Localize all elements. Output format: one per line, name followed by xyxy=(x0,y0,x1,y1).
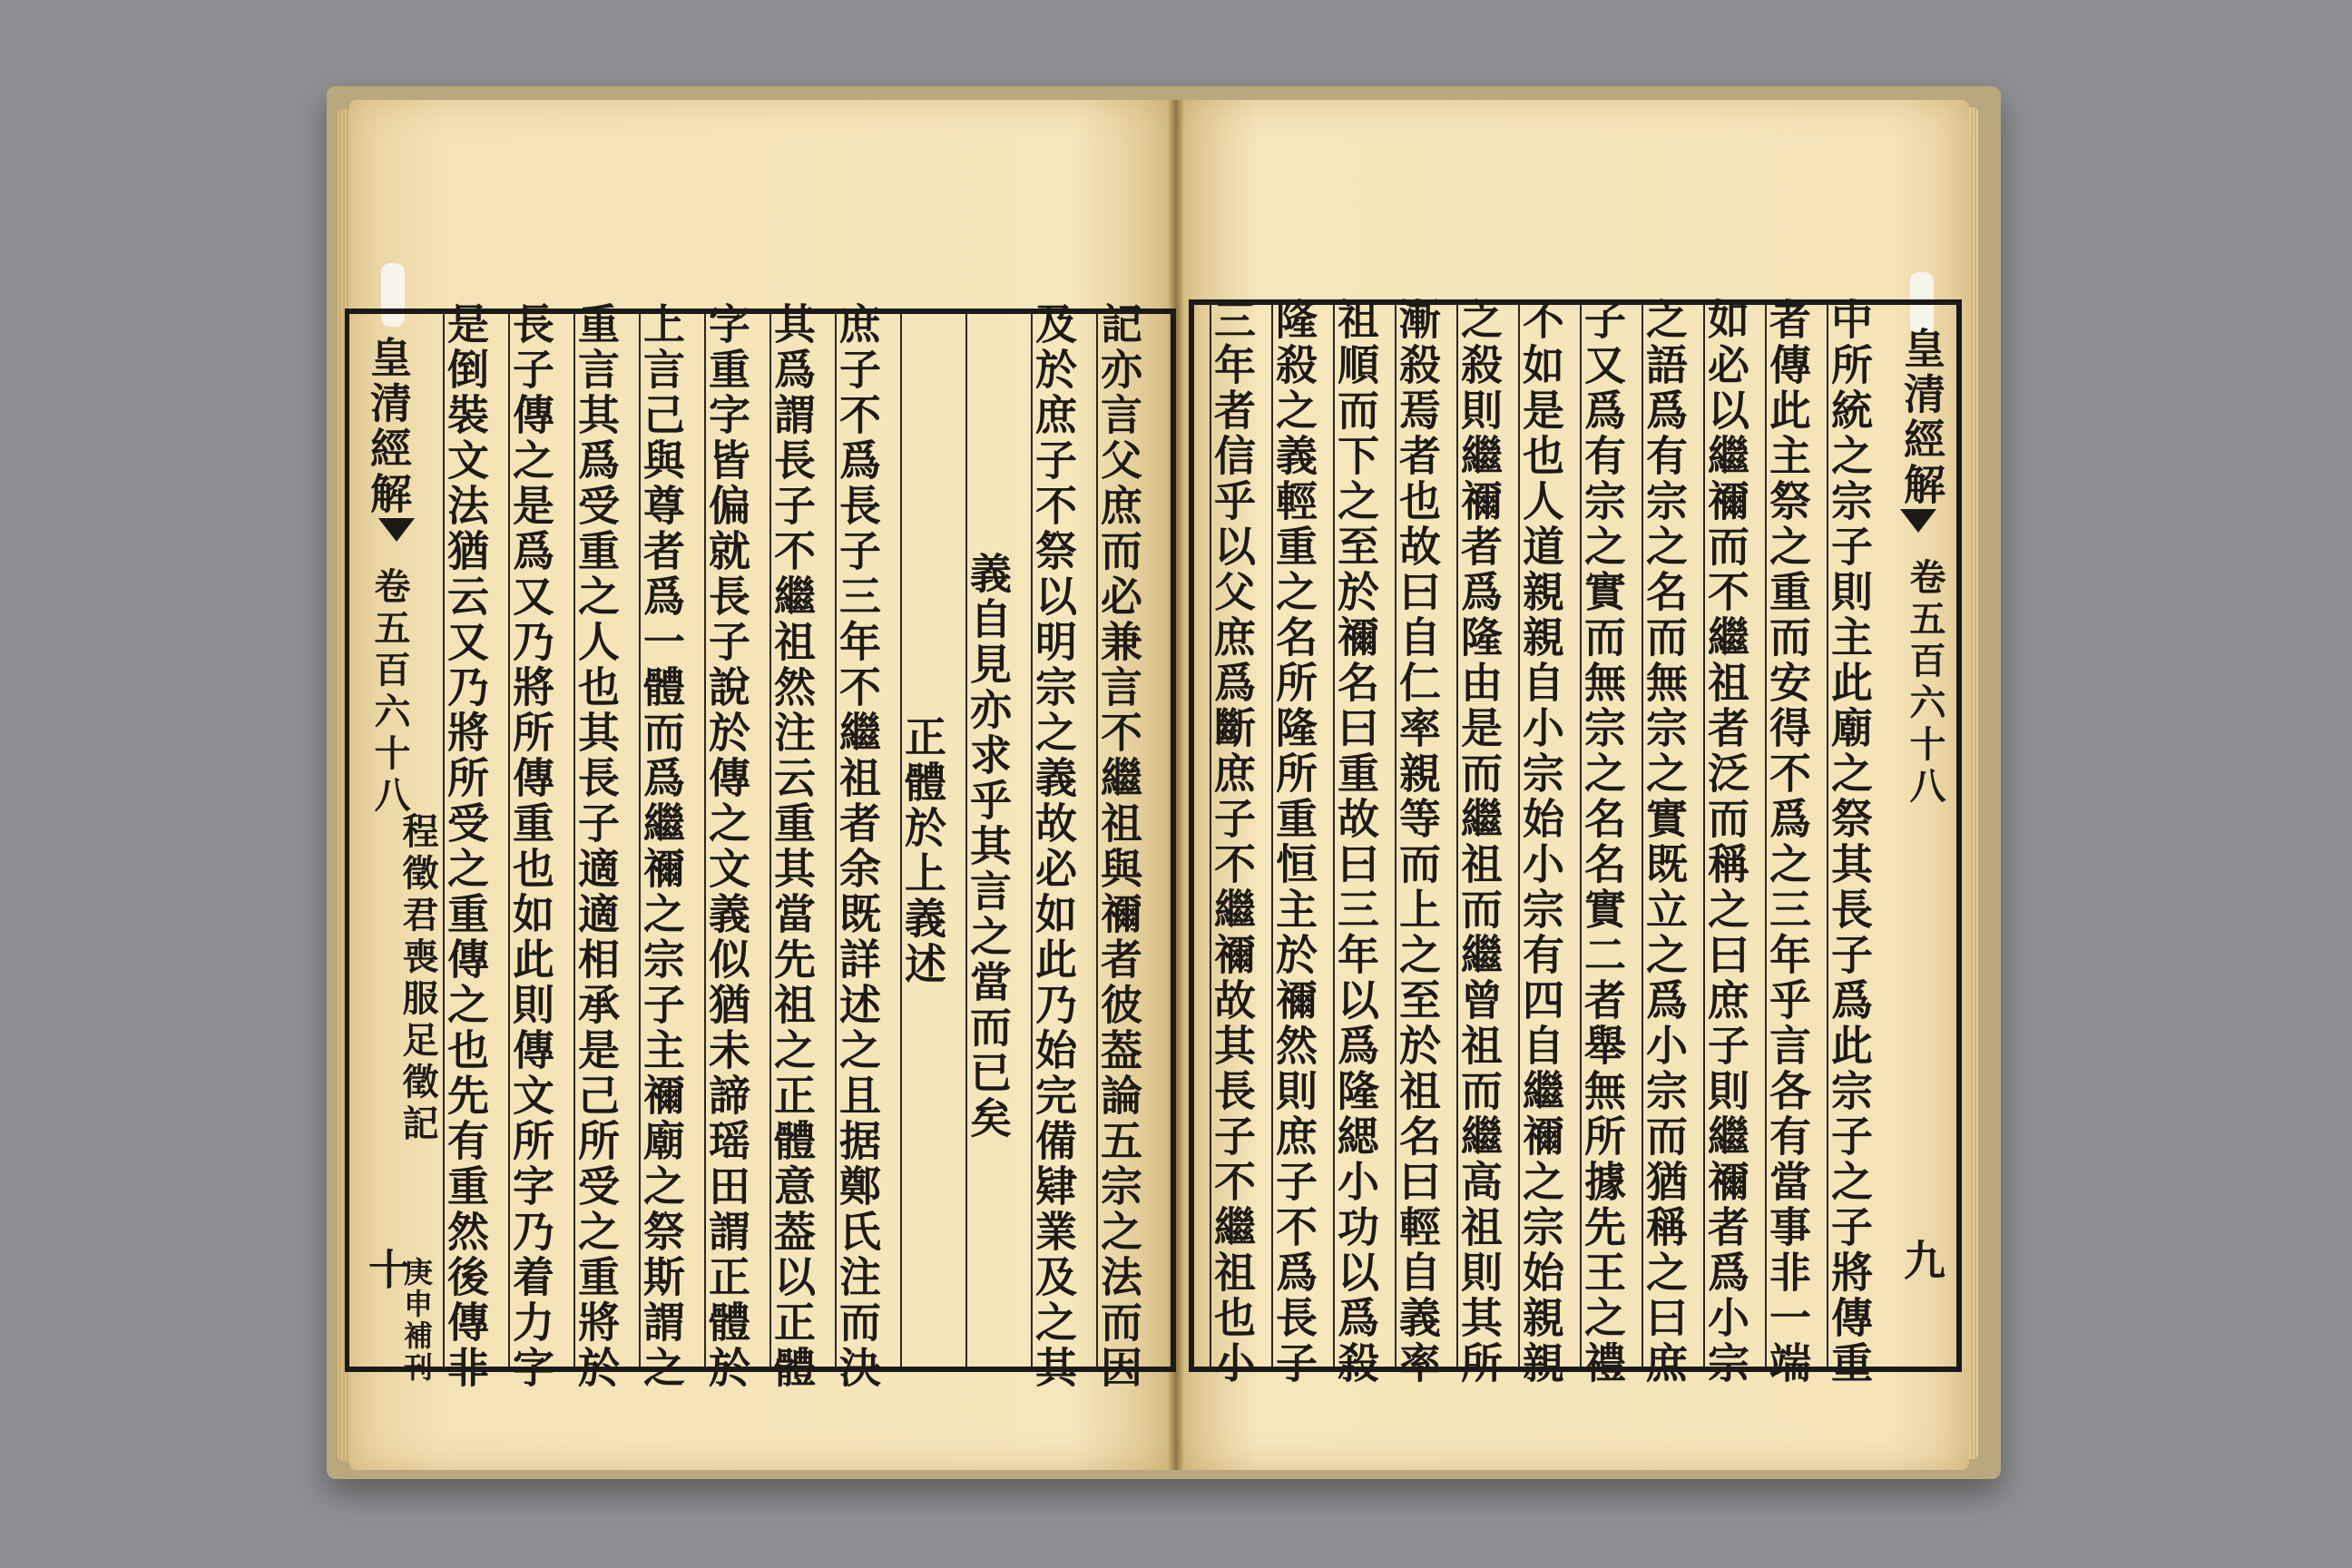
text-column xyxy=(1578,298,1643,1387)
column-text: 祖順而下之至於禰名曰重故曰三年以爲隆緦小功以爲殺 xyxy=(1331,298,1380,1387)
column-text: 字重字皆偏就長子說於傳之文義似猶未諦瑶田謂正體於 xyxy=(702,302,751,1391)
text-column xyxy=(1393,298,1458,1387)
column-text: 隆殺之義輕重之名所隆所重恒主於禰然則庶子不爲長子 xyxy=(1269,298,1318,1387)
text-column xyxy=(1516,298,1582,1387)
text-column xyxy=(1455,298,1520,1387)
text-column xyxy=(1701,298,1767,1387)
margin-title: 皇清經解 xyxy=(364,336,413,517)
text-column xyxy=(1825,298,1890,1387)
text-column xyxy=(1763,298,1828,1387)
margin-printing-note: 庚申補刊 xyxy=(399,1257,434,1384)
column-text: 不如是也人道親親自小宗始小宗有四自繼禰之宗始親親 xyxy=(1516,298,1565,1387)
column-text: 之殺則繼禰者爲隆由是而繼祖而繼曾祖而繼高祖則其所 xyxy=(1455,298,1504,1387)
column-text: 如必以繼禰而不繼祖者泛而稱之曰庶子則繼禰者爲小宗 xyxy=(1701,298,1750,1387)
left-text-frame xyxy=(345,302,1176,1391)
margin-author-title: 程徵君喪服足徵記 xyxy=(397,812,439,1146)
column-text: 記亦言父庶而必兼言不繼祖與禰者彼葢論五宗之法而因 xyxy=(1094,302,1143,1391)
column-text: 是倒裝文法猶云又乃將所受之重傳之也先有重然後傳非 xyxy=(441,302,490,1391)
text-column xyxy=(506,302,575,1391)
text-column xyxy=(1208,298,1273,1387)
margin-page-number: 十 xyxy=(362,1248,411,1293)
column-text: 三年者信乎以父庶爲斷庶子不繼禰故其長子不繼祖也小 xyxy=(1208,298,1257,1387)
column-text: 庶子不爲長子三年不繼祖者余既詳述之且据鄭氏注而決 xyxy=(833,302,882,1391)
column-text: 子又爲有宗之實而無宗之名名實二者舉無所據先王之禮 xyxy=(1578,298,1627,1387)
column-text: 之語爲有宗之名而無宗之實既立之爲小宗而猶稱之曰庶 xyxy=(1640,298,1689,1387)
column-text: 其爲謂長子不繼祖然注云重其當先祖之正體意葢以正體 xyxy=(768,302,817,1391)
column-text: 中所統之宗子則主此廟之祭其長子爲此宗子之子將傳重 xyxy=(1825,298,1874,1387)
margin-page-number: 九 xyxy=(1897,1239,1946,1284)
text-column xyxy=(572,302,641,1391)
margin-title: 皇清經解 xyxy=(1897,327,1946,508)
text-column xyxy=(702,302,771,1391)
margin-volume: 卷五百六十八 xyxy=(368,567,411,818)
fish-tail-mark xyxy=(1900,509,1936,533)
text-column xyxy=(637,302,706,1391)
text-column xyxy=(965,314,1033,1367)
text-column xyxy=(1029,302,1098,1391)
column-text: 及於庶子不祭以明宗之義故必如此乃始完備肄業及之其 xyxy=(1029,302,1078,1391)
right-text-frame xyxy=(1189,298,1962,1387)
fish-tail-mark xyxy=(378,518,415,542)
column-text: 重言其爲受重之人也其長子適適相承是己所受之重將於 xyxy=(572,302,621,1391)
column-text: 義自見亦求乎其言之當而已矣 xyxy=(964,552,1013,1142)
column-text: 長子傳之是爲又乃將所傳重也如此則傳文所字乃着力字 xyxy=(506,302,555,1391)
text-column xyxy=(900,314,967,1367)
text-column xyxy=(833,302,902,1391)
margin-volume: 卷五百六十八 xyxy=(1904,558,1946,808)
column-text: 正體於上義述 xyxy=(898,715,947,987)
column-text: 者傳此主祭之重而安得不爲之三年乎言各有當事非一端 xyxy=(1763,298,1812,1387)
column-text: 上言己與尊者爲一體而爲繼禰之宗子主禰廟之祭斯謂之 xyxy=(637,302,686,1391)
text-column xyxy=(768,302,837,1391)
text-column xyxy=(1269,298,1335,1387)
text-column xyxy=(1331,298,1396,1387)
text-column xyxy=(1094,302,1163,1391)
text-column xyxy=(1640,298,1705,1387)
text-column xyxy=(441,302,510,1391)
column-text: 漸殺焉者也故曰自仁率親等而上之至於祖名曰輕自義率 xyxy=(1393,298,1442,1387)
